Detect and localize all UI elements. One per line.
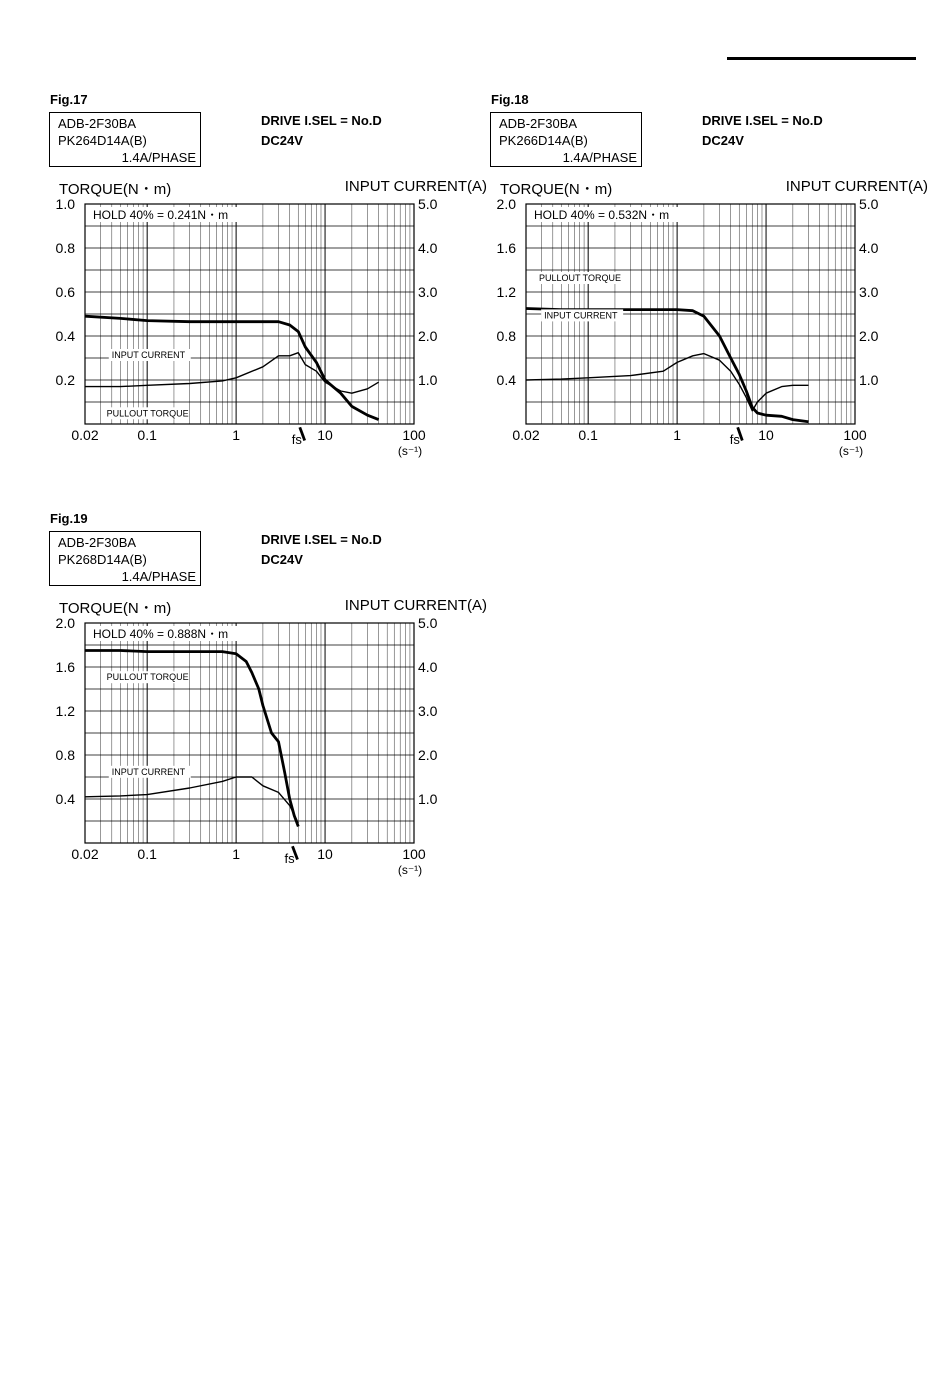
- hold-label: HOLD 40% = 0.241N・m: [93, 208, 229, 222]
- y-tick-right: 2.0: [418, 747, 438, 763]
- x-tick: 100: [402, 846, 426, 862]
- y-axis-left-label: TORQUE(N・m): [500, 181, 613, 198]
- y-tick-right: 3.0: [418, 284, 438, 300]
- y-tick-left: 0.4: [55, 791, 75, 807]
- x-unit: (s⁻¹): [838, 444, 864, 458]
- x-tick: 10: [317, 427, 333, 443]
- figure-19: [49, 511, 499, 891]
- y-tick-left: 0.4: [496, 372, 516, 388]
- y-tick-right: 2.0: [859, 328, 879, 344]
- x-unit: (s⁻¹): [397, 863, 423, 877]
- y-tick-left: 2.0: [496, 196, 516, 212]
- model-line-3: 1.4A/PHASE: [121, 569, 196, 584]
- y-tick-right: 1.0: [418, 372, 438, 388]
- y-axis-right-label: INPUT CURRENT(A): [344, 597, 487, 614]
- pullout-torque-label: PULLOUT TORQUE: [538, 273, 622, 283]
- y-axis-right-label: INPUT CURRENT(A): [785, 178, 928, 195]
- y-axis-left-label: TORQUE(N・m): [59, 600, 172, 617]
- drive-line-2: DC24V: [261, 133, 303, 148]
- y-tick-right: 2.0: [418, 328, 438, 344]
- x-unit: (s⁻¹): [397, 444, 423, 458]
- model-line-3: 1.4A/PHASE: [121, 150, 196, 165]
- fs-label: fs: [284, 851, 295, 866]
- y-tick-right: 4.0: [859, 240, 879, 256]
- chart-plot: [490, 92, 940, 472]
- y-tick-left: 0.4: [55, 328, 75, 344]
- x-tick: 100: [843, 427, 867, 443]
- figure-label: Fig.19: [50, 511, 88, 526]
- y-tick-left: 1.0: [55, 196, 75, 212]
- drive-line-2: DC24V: [261, 552, 303, 567]
- y-tick-right: 1.0: [859, 372, 879, 388]
- y-tick-left: 0.6: [55, 284, 75, 300]
- hold-label: HOLD 40% = 0.532N・m: [534, 208, 670, 222]
- y-tick-left: 0.8: [55, 747, 75, 763]
- y-axis-right-label: INPUT CURRENT(A): [344, 178, 487, 195]
- y-tick-left: 2.0: [55, 615, 75, 631]
- y-tick-right: 3.0: [859, 284, 879, 300]
- y-tick-right: 5.0: [418, 615, 438, 631]
- drive-line-2: DC24V: [702, 133, 744, 148]
- figure-label: Fig.18: [491, 92, 529, 107]
- input-current-line: [85, 777, 298, 823]
- x-tick: 0.02: [71, 846, 99, 862]
- x-tick: 1: [232, 427, 241, 443]
- x-tick: 0.02: [71, 427, 99, 443]
- input-current-label: INPUT CURRENT: [111, 350, 186, 360]
- y-tick-left: 1.6: [496, 240, 516, 256]
- chart-plot: [49, 92, 499, 472]
- y-tick-left: 1.6: [55, 659, 75, 675]
- y-axis-left-label: TORQUE(N・m): [59, 181, 172, 198]
- model-line-2: PK266D14A(B): [499, 133, 588, 148]
- pullout-torque-label: PULLOUT TORQUE: [106, 672, 189, 683]
- input-current-label: INPUT CURRENT: [544, 310, 618, 321]
- model-line-2: PK264D14A(B): [58, 133, 147, 148]
- header-rule: [727, 57, 916, 60]
- y-tick-right: 3.0: [418, 703, 438, 719]
- figure-label: Fig.17: [50, 92, 88, 107]
- drive-line-1: DRIVE I.SEL = No.D: [261, 532, 382, 547]
- figure-17: [49, 92, 499, 472]
- y-tick-left: 0.8: [55, 240, 75, 256]
- fs-label: fs: [291, 432, 302, 447]
- y-tick-right: 1.0: [418, 791, 438, 807]
- drive-line-1: DRIVE I.SEL = No.D: [261, 113, 382, 128]
- figure-18: [490, 92, 940, 472]
- model-line-1: ADB-2F30BA: [58, 116, 137, 131]
- chart-plot: [49, 511, 499, 891]
- y-tick-left: 1.2: [496, 284, 516, 300]
- x-tick: 0.02: [512, 427, 540, 443]
- model-line-1: ADB-2F30BA: [58, 535, 137, 550]
- y-tick-right: 4.0: [418, 659, 438, 675]
- x-tick: 10: [758, 427, 774, 443]
- y-tick-right: 5.0: [418, 196, 438, 212]
- x-tick: 0.1: [137, 427, 157, 443]
- x-tick: 0.1: [578, 427, 598, 443]
- y-tick-right: 5.0: [859, 196, 879, 212]
- model-line-3: 1.4A/PHASE: [562, 150, 637, 165]
- input-current-label: INPUT CURRENT: [111, 766, 186, 777]
- model-line-2: PK268D14A(B): [58, 552, 147, 567]
- model-line-1: ADB-2F30BA: [499, 116, 578, 131]
- x-tick: 1: [232, 846, 241, 862]
- x-tick: 100: [402, 427, 426, 443]
- hold-label: HOLD 40% = 0.888N・m: [93, 627, 229, 641]
- y-tick-left: 0.2: [55, 372, 75, 388]
- fs-label: fs: [729, 432, 740, 447]
- x-tick: 0.1: [137, 846, 157, 862]
- x-tick: 10: [317, 846, 333, 862]
- y-tick-left: 0.8: [496, 328, 516, 344]
- y-tick-left: 1.2: [55, 703, 75, 719]
- pullout-torque-label: PULLOUT TORQUE: [106, 408, 189, 419]
- drive-line-1: DRIVE I.SEL = No.D: [702, 113, 823, 128]
- x-tick: 1: [673, 427, 682, 443]
- y-tick-right: 4.0: [418, 240, 438, 256]
